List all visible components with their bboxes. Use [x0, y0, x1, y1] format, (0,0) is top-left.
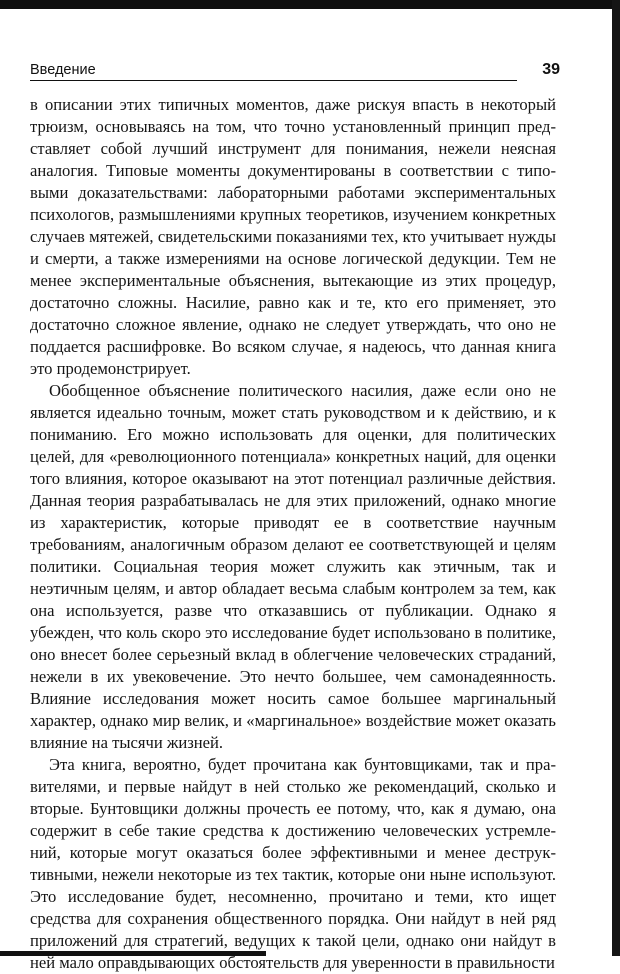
header-rule: [30, 80, 517, 81]
running-header: [30, 62, 560, 86]
page-number: 39: [542, 61, 560, 78]
section-title: Введение: [30, 62, 96, 78]
paragraph: Обобщенное объяснение политического насилия, даже если оно не является идеально точным, может стать руководством и к действию, и к пониманию. Его можно использовать для оценки, для политических целей, для «революционного потенциала» конкретных наций, для оценки того влияния, которое оказывают на этот потенциал различные действия. Данная теория разрабатывалась не для этих приложений, однако многие из характеристик, которые приводят ее в соответствие научным требованиям, аналогичным образом делают ее соответствующей и целям политики. Социальная теория может служить как этичным, так и неэтичным целям, и автор обладает весьма слабым контролем за тем, как она используется, разве что отказавшись от публикации. Однако я убежден, что коль скоро это исследование будет использовано в политике, оно внесет более серьезный вклад в облегчение человеческих страданий, нежели в их увековечение. Это нечто большее, чем самонадеянность. Влияние исследования может носить самое большее маргинальный характер, однако мир велик, и «маргинальное» воздействие может оказать влияние на тысячи жизней.: [30, 381, 556, 752]
body-text: [30, 94, 556, 974]
scan-right-edge: [612, 0, 620, 956]
paragraph-continuation: в описании этих типичных моментов, даже рискуя впасть в некоторый трюизм, основываясь на том, что точно установленный принцип представляет собой лучший инструмент для понимания, нежели неясная аналогия. Типовые моменты документированы в соответствии с типовыми доказательствами: лабораторными работами экспериментальных психологов, размышлениями крупных теоретиков, изучением конкретных случаев мятежей, свидетельскими показаниями тех, кто учитывает нужды и смерти, а также измерениями на основе логической дедукции. Тем не менее экспериментальные объяснения, вытекающие из этих процедур, достаточно сложны. Насилие, равно как и те, кто его применяет, это достаточно сложное явление, однако не следует утверждать, что оно не поддается расшифровке. Во всяком случае, я надеюсь, что данная книга это продемонстрирует.: [30, 95, 556, 378]
scan-top-edge: [0, 0, 620, 9]
paragraph: Эта книга, вероятно, будет прочитана как бунтовщиками, так и правителями, и первые найдут в ней столько же рекомендаций, сколько и вторые. Бунтовщики должны прочесть ее потому, что, как я думаю, она содержит в себе такие средства к достижению человеческих устремлений, которые могут оказаться более эффективными и менее деструктивными, нежели некоторые из тех тактик, которые они ныне используют. Это исследование будет, несомненно, прочитано и теми, кто ищет средства для сохранения общественного порядка. Они найдут в ней ряд приложений для стратегий, ведущих к такой цели, однако они найдут в ней мало оправдывающих обстоятельств для уверенности в правильности: [30, 755, 556, 972]
